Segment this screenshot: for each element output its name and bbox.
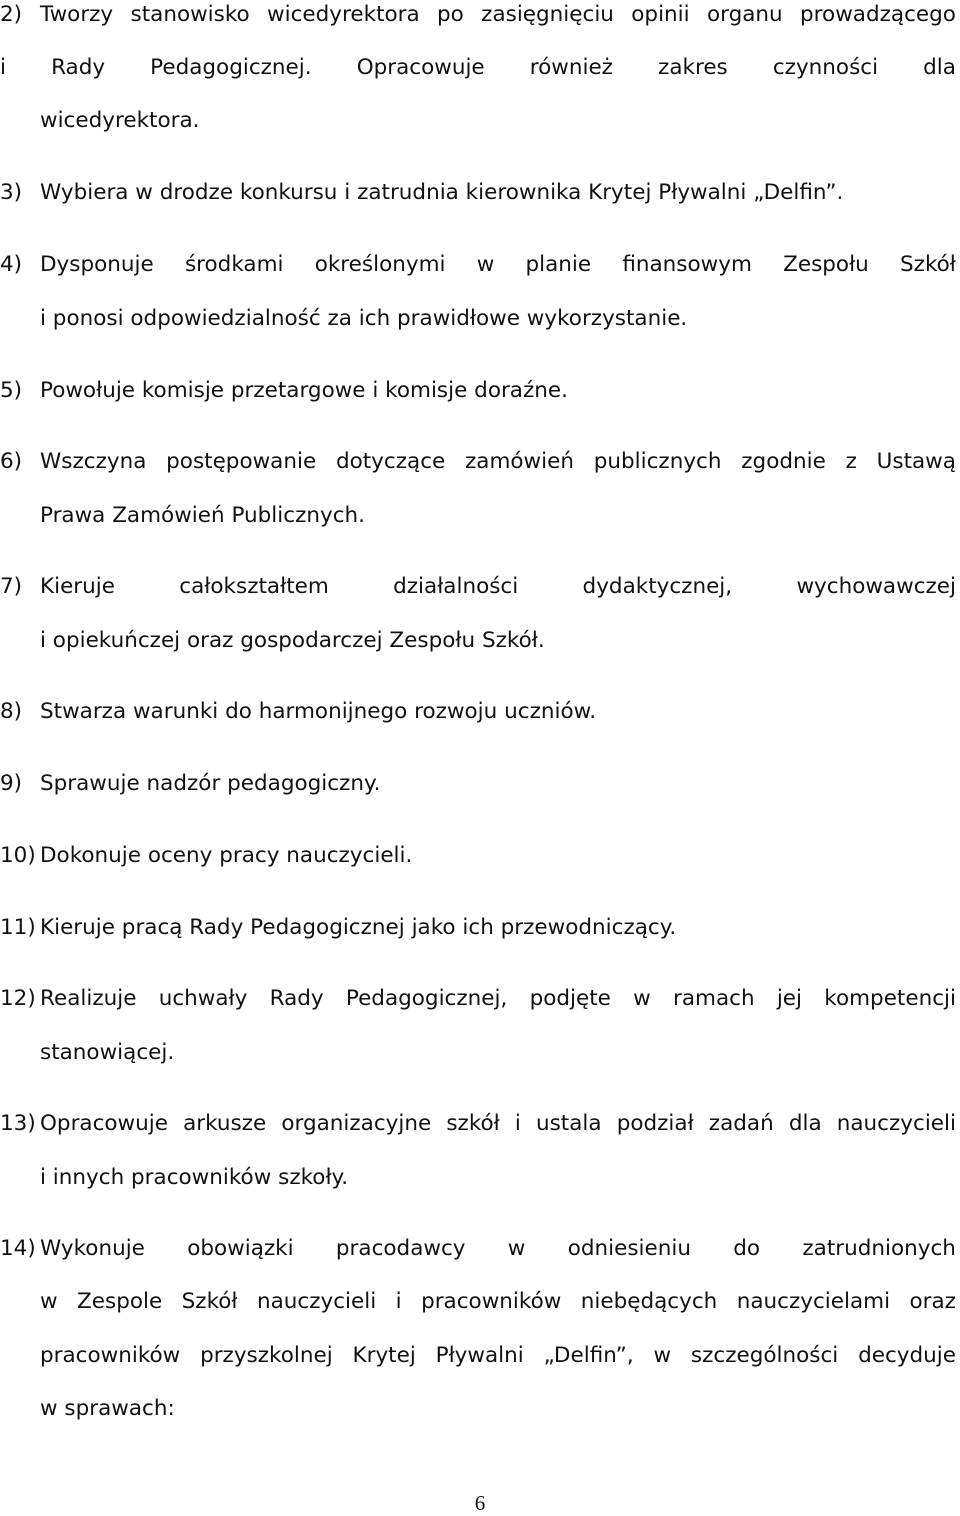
word: pracowników	[40, 1343, 181, 1368]
item-text-line: Wybiera w drodze konkursu i zatrudnia kierownika Krytej Pływalni „Delfin”.	[40, 180, 844, 205]
word: Pedagogicznej,	[345, 986, 508, 1011]
word: Opracowuje	[356, 55, 485, 80]
word: niebędących	[580, 1289, 718, 1314]
word: nauczycielami	[736, 1289, 891, 1314]
word: szkół	[446, 1111, 500, 1136]
item-text-line	[40, 1291, 956, 1313]
word: Dysponuje	[40, 252, 154, 277]
word: Pedagogicznej.	[150, 55, 312, 80]
word: postępowanie	[166, 449, 317, 474]
word: pracodawcy	[335, 1236, 466, 1261]
word: i	[514, 1111, 521, 1136]
word: Realizuje	[40, 986, 137, 1011]
word: przyszkolnej	[200, 1343, 333, 1368]
word: Szkół	[900, 252, 956, 277]
word: Szkół	[181, 1289, 238, 1314]
word: środkami	[184, 252, 284, 277]
word: w	[476, 252, 495, 277]
word: obowiązki	[187, 1236, 294, 1261]
word: Wszczyna	[40, 449, 147, 474]
word: w	[507, 1236, 526, 1261]
word: zatrudnionych	[802, 1236, 956, 1261]
word: Pływalni	[435, 1343, 524, 1368]
item-text-line	[40, 1345, 956, 1367]
item-text-line	[40, 4, 956, 26]
word: Rady	[269, 986, 324, 1011]
item-number: 14)	[0, 1236, 36, 1261]
item-text-line: i innych pracowników szkoły.	[40, 1165, 349, 1190]
word: Wykonuje	[40, 1236, 145, 1261]
word: w	[633, 986, 651, 1011]
item-number: 7)	[0, 574, 23, 599]
item-number: 10)	[0, 843, 36, 868]
word: i	[0, 55, 6, 80]
word: publicznych	[593, 449, 722, 474]
word: i	[395, 1289, 402, 1314]
item-number: 5)	[0, 378, 23, 403]
word: Tworzy	[40, 2, 114, 27]
word: zamówień	[465, 449, 574, 474]
word: działalności	[393, 574, 519, 599]
word: podjęte	[529, 986, 611, 1011]
item-text-line	[40, 576, 956, 598]
word: zadań	[708, 1111, 774, 1136]
word: finansowym	[622, 252, 752, 277]
word: odniesieniu	[567, 1236, 691, 1261]
word: „Delfin”,	[543, 1343, 634, 1368]
item-text-line: Prawa Zamówień Publicznych.	[40, 503, 365, 528]
word: dydaktycznej,	[582, 574, 733, 599]
word: zasięgnięciu	[481, 2, 614, 27]
word: określonymi	[314, 252, 446, 277]
word: do	[733, 1236, 761, 1261]
item-text-line: Sprawuje nadzór pedagogiczny.	[40, 771, 381, 796]
item-number: 6)	[0, 449, 23, 474]
word: stanowisko	[130, 2, 250, 27]
word: pracowników	[421, 1289, 562, 1314]
word: w	[653, 1343, 672, 1368]
word: organizacyjne	[281, 1111, 432, 1136]
word: prowadzącego	[800, 2, 956, 27]
word: z	[845, 449, 857, 474]
word: również	[529, 55, 613, 80]
word: czynności	[772, 55, 879, 80]
word: Krytej	[352, 1343, 416, 1368]
word: w	[40, 1289, 58, 1314]
word: Zespołu	[783, 252, 869, 277]
item-text-line: Powołuje komisje przetargowe i komisje doraźne.	[40, 378, 568, 403]
word: uchwały	[158, 986, 248, 1011]
word: zgodnie	[741, 449, 826, 474]
item-number: 3)	[0, 180, 23, 205]
word: ustala	[535, 1111, 602, 1136]
word: kompetencji	[824, 986, 956, 1011]
page-number: 6	[474, 1491, 486, 1515]
word: planie	[525, 252, 592, 277]
word: szczególności	[690, 1343, 839, 1368]
word: Opracowuje	[40, 1111, 168, 1136]
word: organu	[706, 2, 783, 27]
word: nauczycieli	[256, 1289, 377, 1314]
word: Zespole	[77, 1289, 163, 1314]
word: wicedyrektora	[267, 2, 420, 27]
word: podział	[616, 1111, 694, 1136]
item-text-line	[40, 1238, 956, 1260]
item-text-line	[40, 451, 956, 473]
item-text-line	[40, 988, 956, 1010]
item-text-line: w sprawach:	[40, 1396, 175, 1421]
word: po	[437, 2, 464, 27]
item-text-line	[40, 254, 956, 276]
word: zakres	[658, 55, 728, 80]
word: wychowawczej	[796, 574, 956, 599]
word: decyduje	[858, 1343, 956, 1368]
item-text-line: i opiekuńczej oraz gospodarczej Zespołu Szkół.	[40, 628, 545, 653]
item-number: 12)	[0, 986, 36, 1011]
item-number: 2)	[0, 2, 23, 27]
word: opinii	[631, 2, 690, 27]
word: jej	[776, 986, 803, 1011]
word: Rady	[51, 55, 106, 80]
item-number: 8)	[0, 699, 23, 724]
word: dotyczące	[335, 449, 446, 474]
word: całokształtem	[179, 574, 329, 599]
word: ramach	[672, 986, 755, 1011]
item-number: 13)	[0, 1111, 36, 1136]
item-text-line: wicedyrektora.	[40, 108, 200, 133]
item-text-line: Stwarza warunki do harmonijnego rozwoju uczniów.	[40, 699, 597, 724]
word: arkusze	[183, 1111, 267, 1136]
word: oraz	[909, 1289, 956, 1314]
item-text-line: Kieruje pracą Rady Pedagogicznej jako ich przewodniczący.	[40, 915, 677, 940]
word: dla	[788, 1111, 822, 1136]
word: dla	[923, 55, 956, 80]
word: Kieruje	[40, 574, 115, 599]
item-text-line: Dokonuje oceny pracy nauczycieli.	[40, 843, 413, 868]
word: nauczycieli	[836, 1111, 956, 1136]
item-text-line	[0, 57, 956, 79]
item-text-line	[40, 1113, 956, 1135]
item-number: 11)	[0, 915, 36, 940]
item-number: 4)	[0, 252, 23, 277]
item-number: 9)	[0, 771, 23, 796]
item-text-line: stanowiącej.	[40, 1040, 175, 1065]
word: Ustawą	[876, 449, 956, 474]
item-text-line: i ponosi odpowiedzialność za ich prawidłowe wykorzystanie.	[40, 306, 688, 331]
